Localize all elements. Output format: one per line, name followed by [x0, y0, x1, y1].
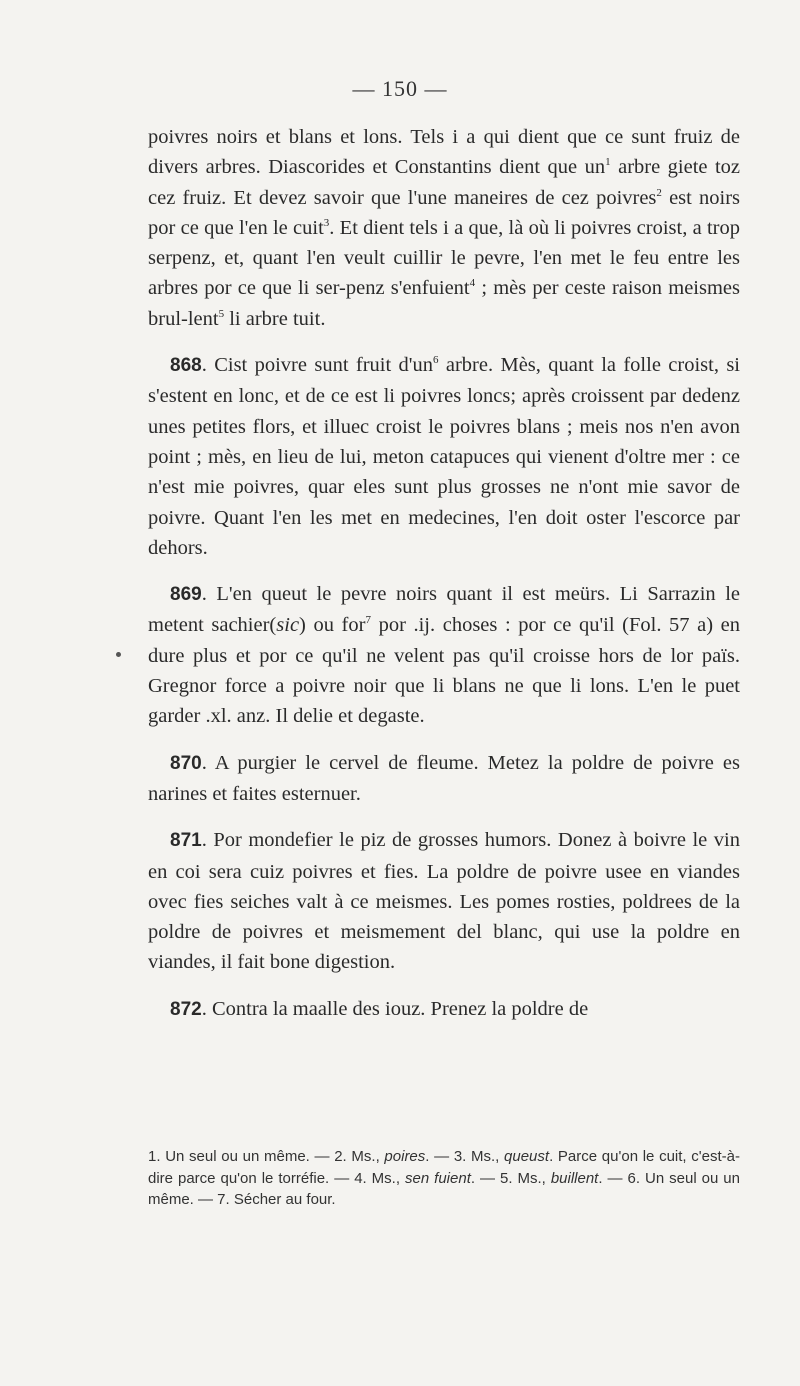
footnote-italic: queust [504, 1148, 550, 1165]
margin-mark [116, 652, 121, 657]
paragraph-number: 868 [170, 355, 202, 377]
sic-note: sic [276, 614, 300, 637]
text-line: pevre, l'en met le feu entre les arbres por ce que li ser- [148, 247, 741, 300]
footnote-ref: 3 [323, 217, 330, 230]
footnote-italic: poires [384, 1148, 426, 1165]
paragraph-text: por .ij. choses : por ce qu'il (Fol. 57 a) en dure plus et por ce qu'il ne velent pas qu'il croisse hors de lor païs. Gregnor force a poivre noir que li blans ne que li lons. L'en le puet garder .xl. anz. Il delie et degaste. [148, 614, 740, 728]
paragraph-870 [148, 748, 740, 810]
footnote-text: . Parce qu'on le cuit, c'est-à-dire parce qu'on le torréfie. — 4. Ms., [148, 1148, 740, 1187]
paragraph-text: . Por mondefier le piz de grosses humors. Donez à boivre le vin en coi sera cuiz poivres et fies. La poldre de poivre usee en viandes ovec fies seiches valt à ce meismes. Les pomes rosties, poldrees de la poldre de poivres et meismement del blanc, qui use la poldre en viandes, il fait bone digestion. [148, 829, 740, 974]
text-line: dient que un [499, 156, 606, 179]
footnote-ref: 1 [605, 156, 611, 169]
paragraph-text: . Contra la maalle des iouz. Prenez la poldre de [201, 997, 589, 1020]
footnote-text: . — 5. Ms., [470, 1169, 551, 1187]
text-line: lent [187, 307, 219, 330]
footnote-ref: 2 [656, 186, 662, 199]
text-line: est noirs por ce que [148, 186, 741, 239]
paragraph-871 [148, 825, 740, 977]
footnote-text: . — 6. Un seul ou un même. — 7. Sécher au four. [148, 1169, 740, 1208]
text-line: l'en le cuit [238, 216, 324, 239]
main-text [148, 122, 740, 1025]
footnote-ref: 4 [469, 277, 476, 290]
text-line: penz s'enfuient [345, 277, 470, 300]
paragraph-text: . Cist poivre sunt fruit d'un [201, 354, 434, 377]
paragraph-text: arbre. Mès, quant la folle croist, si s'estent en lonc, et de ce est li poivres loncs; après croissent par dedenz unes petites flors, et illuec croist le poivres blans ; meis nos n'en avon point ; mès, en lieu de lui, meton catapuces qui vienent d'oltre mer : ce n'est mie poivres, quar eles sunt plus grosses ne n'ont mie savor de poivre. Quant l'en les met en medecines, l'en doit oster l'escorce par dehors. [148, 354, 741, 559]
text-line: que l'une maneires de cez poivres [371, 186, 657, 209]
footnote-ref: 7 [365, 614, 371, 627]
paragraph-intro [148, 122, 740, 334]
footnote-ref: 6 [433, 354, 439, 367]
footnote-italic: sen fuient [405, 1169, 471, 1187]
paragraph-872 [148, 994, 740, 1025]
footnote-text: . — 3. Ms., [425, 1148, 505, 1165]
footnotes [148, 1146, 740, 1211]
paragraph-number: 872 [170, 998, 202, 1020]
paragraph-868 [148, 350, 740, 563]
page-number: — 150 — [352, 76, 448, 101]
paragraph-text: . L'en queut le pevre noirs quant il est meürs. Li Sarrazin le metent sachier( [148, 583, 740, 637]
paragraph-number: 869 [170, 584, 202, 606]
footnote-ref: 5 [218, 307, 225, 320]
paragraph-number: 870 [170, 752, 202, 774]
text-line: . Et dient tels i a que, là où li poivres [329, 216, 632, 239]
paragraph-text: . A purgier le cervel de fleume. Metez la poldre de poivre es narines et faites esternuer. [148, 751, 740, 805]
paragraph-number: 871 [170, 830, 202, 852]
paragraph-text: ) ou for [299, 614, 366, 637]
text-line: arbre giete toz cez fruiz. Et devez savoir [148, 156, 741, 209]
footnote-italic: buillent [550, 1169, 599, 1187]
paragraph-869 [148, 579, 740, 731]
footnote-text: 1. Un seul ou un même. — 2. Ms., [148, 1148, 385, 1165]
text-line: sunt fruiz de divers arbres. Diascorides et Constantins [148, 126, 740, 179]
text-line: ; mès per ceste raison meismes brul- [148, 277, 740, 330]
text-line: li arbre tuit. [224, 307, 326, 330]
text-line: poivres noirs et blans et lons. Tels i a qui dient que ce [148, 126, 624, 148]
text-line: croist, a trop serpenz, et, quant l'en veult cuillir le [148, 216, 741, 270]
